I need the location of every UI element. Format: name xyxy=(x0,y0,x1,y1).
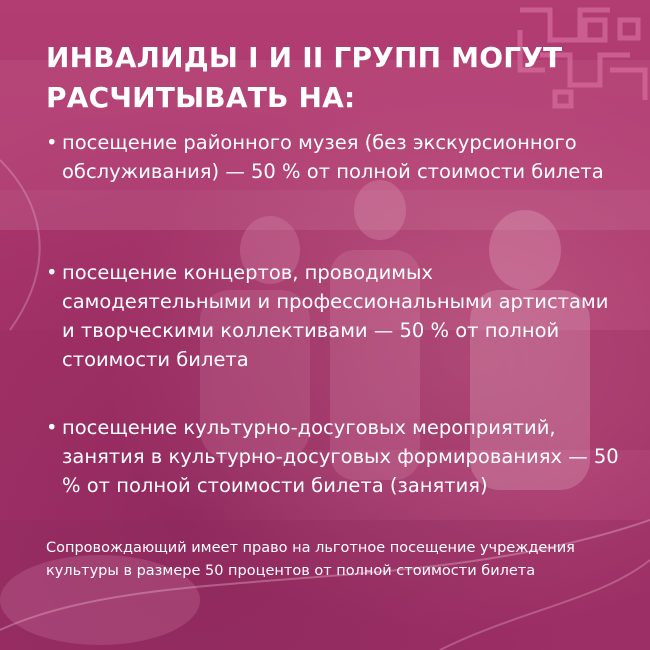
list-item xyxy=(46,413,626,500)
list-item xyxy=(46,258,626,374)
bullet-icon: • xyxy=(46,416,58,439)
list-item-text: посещение районного музея (без экскурсионного обслуживания) — 50 % от полной стоимости билета xyxy=(62,131,604,183)
list-item-text: посещение концертов, проводимых самодеятельными и профессиональными артистами и творческими коллективами — 50 % от полной стоимости билета xyxy=(62,261,609,371)
page-title: ИНВАЛИДЫ I И II ГРУПП МОГУТ РАСЧИТЫВАТЬ НА: xyxy=(46,41,563,114)
footnote: Сопровождающий имеет право на льготное посещение учреждения культуры в размере 50 процентов от полной стоимости билета xyxy=(46,540,575,579)
bullet-icon: • xyxy=(46,261,58,284)
bullet-icon: • xyxy=(46,131,58,154)
list-item-text: посещение культурно-досуговых мероприятий, занятия в культурно-досуговых формированиях — 50 % от полной стоимости билета (занятия) xyxy=(62,416,619,497)
list-item xyxy=(46,128,626,218)
benefits-list xyxy=(46,128,626,500)
